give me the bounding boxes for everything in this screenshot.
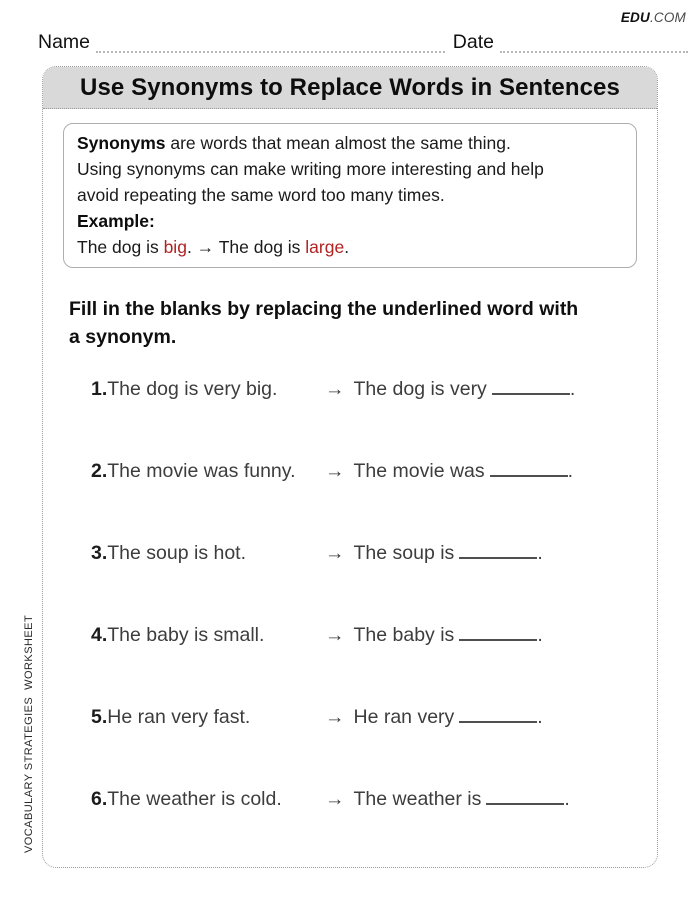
prompt-sentence: He ran very fast. xyxy=(107,706,251,728)
answer-stem: The dog is very xyxy=(353,378,487,400)
edu-com-logo xyxy=(621,10,686,25)
exercise-number: 4. xyxy=(91,624,108,646)
answer-stem: The baby is xyxy=(353,624,455,646)
exercise-prompt xyxy=(91,378,325,401)
prompt-sentence: The baby is small. xyxy=(107,624,265,646)
exercise-number: 6. xyxy=(91,788,108,810)
sentence-period: . xyxy=(537,542,543,564)
exercise-row-5 xyxy=(91,706,641,733)
example-end: . xyxy=(344,237,350,257)
logo-rest-part: .COM xyxy=(649,10,686,25)
instructions-line-1: Fill in the blanks by replacing the underlined word with xyxy=(69,298,579,320)
example-label: Example: xyxy=(77,211,155,231)
exercise-number: 3. xyxy=(91,542,108,564)
instructions xyxy=(69,295,647,351)
prompt-sentence: The movie was funny. xyxy=(107,460,296,482)
definition-text: are words that mean almost the same thing. xyxy=(165,133,511,153)
answer-blank[interactable] xyxy=(492,382,570,395)
logo-bold-part: EDU xyxy=(620,10,650,25)
name-label: Name xyxy=(38,31,91,53)
prompt-sentence: The weather is cold. xyxy=(107,788,282,810)
exercise-prompt xyxy=(91,460,325,483)
exercise-prompt xyxy=(91,706,325,729)
answer-blank[interactable] xyxy=(459,546,537,559)
exercise-prompt xyxy=(91,788,325,811)
sentence-period: . xyxy=(537,706,543,728)
answer-stem: The weather is xyxy=(353,788,482,810)
arrow-icon: → xyxy=(325,460,345,482)
answer-blank[interactable] xyxy=(490,464,568,477)
example-word-original: big xyxy=(163,237,187,257)
answer-stem: The soup is xyxy=(353,542,455,564)
page-title: Use Synonyms to Replace Words in Sentences xyxy=(80,73,620,101)
exercise-prompt xyxy=(91,624,325,647)
definition-box xyxy=(63,123,637,268)
sentence-period: . xyxy=(537,624,543,646)
example-pre: The dog is xyxy=(77,237,164,257)
prompt-sentence: The dog is very big. xyxy=(107,378,278,400)
answer-blank[interactable] xyxy=(459,628,537,641)
arrow-icon: → xyxy=(325,378,345,400)
worksheet-title-bar xyxy=(43,67,657,109)
answer-stem: He ran very xyxy=(353,706,455,728)
definition-term: Synonyms xyxy=(77,133,166,153)
prompt-sentence: The soup is hot. xyxy=(107,542,247,564)
arrow-icon: → xyxy=(325,706,345,728)
exercise-row-2 xyxy=(91,460,641,487)
exercise-number: 5. xyxy=(91,706,108,728)
sentence-period: . xyxy=(567,460,574,482)
answer-blank[interactable] xyxy=(486,792,564,805)
example-sentence xyxy=(77,234,623,260)
sentence-period: . xyxy=(569,378,576,400)
arrow-icon: → xyxy=(325,542,345,564)
name-input-line[interactable] xyxy=(96,35,445,53)
exercise-row-6 xyxy=(91,788,641,815)
sentence-period: . xyxy=(564,788,570,810)
answer-stem: The movie was xyxy=(353,460,485,482)
instructions-line-2: a synonym. xyxy=(69,326,177,348)
worksheet-main-box xyxy=(42,66,658,868)
exercise-number: 1. xyxy=(91,378,108,400)
arrow-icon: → xyxy=(325,788,345,810)
definition-line-2: Using synonyms can make writing more interesting and help xyxy=(77,159,544,179)
exercise-list xyxy=(91,378,641,870)
arrow-icon: → xyxy=(325,624,345,646)
definition-line-1 xyxy=(77,130,623,156)
date-input-line[interactable] xyxy=(500,35,688,53)
exercise-row-1 xyxy=(91,378,641,405)
exercise-row-3 xyxy=(91,542,641,569)
answer-blank[interactable] xyxy=(459,710,537,723)
example-mid: . → The dog is xyxy=(186,237,306,257)
date-label: Date xyxy=(452,31,494,53)
exercise-prompt xyxy=(91,542,325,565)
example-word-synonym: large xyxy=(305,237,345,257)
exercise-number: 2. xyxy=(91,460,108,482)
definition-line-3: avoid repeating the same word too many times. xyxy=(77,185,445,205)
sidebar-category-label: VOCABULARY STRATEGIES WORKSHEET xyxy=(23,614,35,853)
name-date-row xyxy=(38,29,688,53)
exercise-row-4 xyxy=(91,624,641,651)
